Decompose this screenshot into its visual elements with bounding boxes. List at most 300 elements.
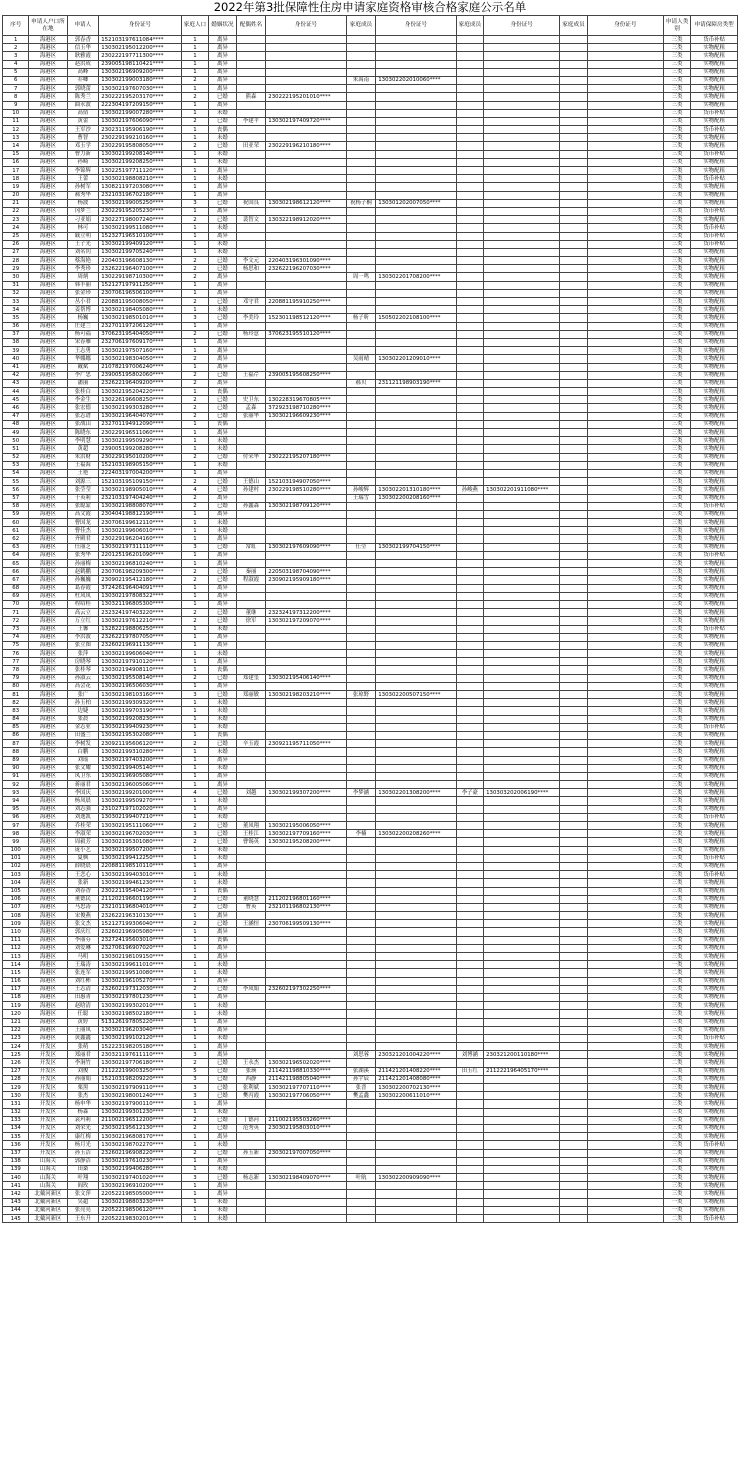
table-cell: 44 — [3, 388, 29, 396]
table-cell: 高文霞 — [67, 510, 99, 518]
table-cell — [587, 134, 663, 142]
table-cell: 二类 — [663, 1133, 690, 1141]
table-cell: 海港区 — [29, 723, 67, 731]
table-cell — [560, 1002, 587, 1010]
table-cell: 232602197312030**** — [99, 985, 181, 993]
table-cell — [376, 1149, 456, 1157]
table-cell — [456, 772, 483, 780]
table-cell: 实物配租 — [691, 740, 738, 748]
table-cell — [560, 584, 587, 592]
table-cell — [376, 396, 456, 404]
table-cell: 孙建村 — [236, 486, 266, 494]
table-cell: 海港区 — [29, 93, 67, 101]
table-cell: 45 — [3, 396, 29, 404]
table-cell: 1 — [181, 248, 208, 256]
table-cell — [376, 633, 456, 641]
table-cell — [587, 903, 663, 911]
table-cell: 离异 — [209, 429, 236, 437]
table-cell — [346, 478, 376, 486]
table-cell — [346, 396, 376, 404]
table-cell: 230404198812190**** — [99, 510, 181, 518]
table-cell — [587, 44, 663, 52]
table-row — [3, 715, 738, 723]
table-cell: 130302199309320**** — [99, 699, 181, 707]
table-cell — [484, 1108, 560, 1116]
table-cell: 开发区 — [29, 1116, 67, 1124]
table-cell: 实物配租 — [691, 355, 738, 363]
table-cell: 22 — [3, 207, 29, 215]
table-cell — [484, 1002, 560, 1010]
table-cell: 42 — [3, 371, 29, 379]
table-cell: 130226196608250**** — [99, 396, 181, 404]
table-cell — [484, 1133, 560, 1141]
table-cell — [587, 772, 663, 780]
table-cell: 130821197203080**** — [99, 183, 181, 191]
table-row — [3, 805, 738, 813]
table-cell: 丧偶 — [209, 420, 236, 428]
table-row — [3, 101, 738, 109]
table-cell — [587, 109, 663, 117]
table-row — [3, 355, 738, 363]
table-cell: 离异 — [209, 535, 236, 543]
table-cell — [346, 871, 376, 879]
table-cell: 三类 — [663, 85, 690, 93]
table-row — [3, 1084, 738, 1092]
table-cell: 实物配租 — [691, 453, 738, 461]
table-row — [3, 633, 738, 641]
table-cell — [560, 1026, 587, 1034]
table-cell: 34 — [3, 306, 29, 314]
table-cell: 阎玫 — [67, 1182, 99, 1190]
table-cell: 三类 — [663, 838, 690, 846]
table-cell — [376, 1182, 456, 1190]
table-row — [3, 674, 738, 682]
table-cell — [346, 658, 376, 666]
table-cell — [560, 1198, 587, 1206]
table-cell — [587, 445, 663, 453]
table-cell: 王恋心 — [67, 871, 99, 879]
table-cell — [484, 388, 560, 396]
table-cell: 实物配租 — [691, 322, 738, 330]
table-cell: 130302195012200**** — [99, 44, 181, 52]
table-cell — [560, 723, 587, 731]
table-cell: 实物配租 — [691, 846, 738, 854]
table-cell: 实物配租 — [691, 658, 738, 666]
table-cell: 王志清 — [67, 985, 99, 993]
table-cell: 1 — [181, 1108, 208, 1116]
table-cell — [236, 928, 266, 936]
table-cell: 144 — [3, 1206, 29, 1214]
table-body — [3, 36, 738, 1223]
table-cell — [236, 429, 266, 437]
table-cell — [560, 510, 587, 518]
table-cell: 海港区 — [29, 977, 67, 985]
table-cell: 王丽凤 — [67, 1026, 99, 1034]
table-row — [3, 789, 738, 797]
table-cell: 三类 — [663, 510, 690, 518]
table-cell: 三类 — [663, 478, 690, 486]
table-cell — [266, 887, 346, 895]
table-cell — [560, 691, 587, 699]
table-cell: 刁亚娟 — [67, 216, 99, 224]
table-cell — [587, 862, 663, 870]
table-cell — [456, 142, 483, 150]
table-cell — [484, 576, 560, 584]
table-cell — [560, 68, 587, 76]
table-cell — [376, 805, 456, 813]
table-cell — [266, 953, 346, 961]
table-cell: 海港区 — [29, 396, 67, 404]
table-cell: 海港区 — [29, 535, 67, 543]
table-cell — [346, 338, 376, 346]
table-cell — [484, 830, 560, 838]
table-cell — [484, 519, 560, 527]
table-cell: 海港区 — [29, 1002, 67, 1010]
table-cell — [376, 150, 456, 158]
table-cell — [587, 1043, 663, 1051]
table-cell: 海港区 — [29, 167, 67, 175]
table-cell — [346, 101, 376, 109]
table-cell: 88 — [3, 748, 29, 756]
table-cell: 152327196510100**** — [99, 232, 181, 240]
table-cell: 张志谱 — [67, 412, 99, 420]
table-cell — [456, 355, 483, 363]
table-cell: 离异 — [209, 494, 236, 502]
table-cell — [456, 379, 483, 387]
table-cell: 海港区 — [29, 207, 67, 215]
table-cell — [376, 85, 456, 93]
table-cell: 1 — [181, 240, 208, 248]
table-cell — [484, 1075, 560, 1083]
table-cell: 三类 — [663, 887, 690, 895]
table-cell: 2 — [181, 265, 208, 273]
table-cell: 实物配租 — [691, 167, 738, 175]
table-row — [3, 404, 738, 412]
table-cell: 130302198304050**** — [99, 355, 181, 363]
table-cell — [376, 887, 456, 895]
table-cell: 海港区 — [29, 731, 67, 739]
table-cell: 海港区 — [29, 437, 67, 445]
table-cell — [456, 560, 483, 568]
table-cell: 海港区 — [29, 969, 67, 977]
table-cell — [346, 1116, 376, 1124]
table-cell — [484, 469, 560, 477]
table-cell: 70 — [3, 600, 29, 608]
table-cell — [560, 789, 587, 797]
table-cell: 实物配租 — [691, 134, 738, 142]
table-row — [3, 109, 738, 117]
table-cell: 4 — [181, 486, 208, 494]
table-cell: 130302199509290**** — [99, 437, 181, 445]
table-cell: 130302197507160**** — [99, 347, 181, 355]
table-cell: 232101196802130**** — [266, 903, 346, 911]
table-cell: 赵鹤鹏 — [67, 568, 99, 576]
table-cell: 实物配租 — [691, 650, 738, 658]
table-cell — [484, 150, 560, 158]
table-cell: 232622196310130**** — [99, 912, 181, 920]
table-cell: 张亮亮 — [67, 1206, 99, 1214]
table-cell — [560, 682, 587, 690]
table-cell — [236, 363, 266, 371]
table-cell: 宋春雁 — [67, 338, 99, 346]
table-row — [3, 1116, 738, 1124]
table-cell: 海港区 — [29, 273, 67, 281]
table-cell — [560, 740, 587, 748]
table-row — [3, 437, 738, 445]
table-cell: 离异 — [209, 781, 236, 789]
table-cell — [560, 126, 587, 134]
table-cell — [587, 338, 663, 346]
table-row — [3, 1067, 738, 1075]
table-cell: 232622196207030**** — [266, 265, 346, 273]
table-cell — [376, 527, 456, 535]
table-cell: 三类 — [663, 420, 690, 428]
table-cell: 离异 — [209, 207, 236, 215]
table-cell — [560, 895, 587, 903]
table-cell — [236, 1206, 266, 1214]
table-cell — [236, 682, 266, 690]
table-cell: 张桂琴 — [67, 666, 99, 674]
table-cell: 实物配租 — [691, 363, 738, 371]
table-cell — [587, 1198, 663, 1206]
table-cell — [560, 625, 587, 633]
table-cell — [376, 1018, 456, 1026]
table-cell: 海港区 — [29, 633, 67, 641]
table-cell: 83 — [3, 707, 29, 715]
table-cell — [484, 748, 560, 756]
table-cell — [456, 248, 483, 256]
table-cell — [346, 216, 376, 224]
table-cell — [456, 314, 483, 322]
table-cell: 121 — [3, 1018, 29, 1026]
table-cell: 朱洪财 — [67, 453, 99, 461]
table-cell — [376, 1198, 456, 1206]
table-cell — [484, 314, 560, 322]
table-cell: 货币补贴 — [691, 1034, 738, 1042]
table-cell — [587, 330, 663, 338]
table-cell: 1 — [181, 535, 208, 543]
table-cell — [236, 1133, 266, 1141]
table-cell: 海港区 — [29, 650, 67, 658]
table-cell — [376, 1157, 456, 1165]
table-cell: 三类 — [663, 388, 690, 396]
table-row — [3, 1157, 738, 1165]
table-cell — [236, 126, 266, 134]
table-cell — [587, 412, 663, 420]
table-cell — [484, 560, 560, 568]
table-cell: 130302195006050**** — [266, 822, 346, 830]
table-cell: 已婚 — [209, 502, 236, 510]
table-cell: 未婚 — [209, 240, 236, 248]
table-cell — [587, 830, 663, 838]
table-cell: 三类 — [663, 347, 690, 355]
table-cell — [587, 912, 663, 920]
table-cell: 实物配租 — [691, 789, 738, 797]
table-cell: 12 — [3, 126, 29, 134]
table-cell — [266, 60, 346, 68]
table-cell: 130302199208250**** — [99, 158, 181, 166]
table-cell — [587, 494, 663, 502]
table-cell — [587, 93, 663, 101]
table-cell: 三类 — [663, 93, 690, 101]
table-cell: 130 — [3, 1092, 29, 1100]
table-cell — [456, 887, 483, 895]
table-cell: 李广忠 — [67, 371, 99, 379]
table-row — [3, 199, 738, 207]
table-cell: 三类 — [663, 1018, 690, 1026]
table-cell: 海港区 — [29, 691, 67, 699]
table-cell — [560, 1149, 587, 1157]
table-cell — [587, 1002, 663, 1010]
table-cell: 张瑛 — [236, 1067, 266, 1075]
table-cell: 211222199003250**** — [99, 1067, 181, 1075]
table-cell: 1 — [181, 977, 208, 985]
table-cell — [484, 822, 560, 830]
table-cell — [456, 535, 483, 543]
table-cell — [236, 633, 266, 641]
table-cell: 107 — [3, 903, 29, 911]
table-cell — [266, 134, 346, 142]
table-cell: 三类 — [663, 1100, 690, 1108]
table-cell — [560, 437, 587, 445]
public-notice-table — [2, 15, 738, 1223]
column-header: 身份证号 — [266, 16, 346, 36]
table-cell: 海港区 — [29, 191, 67, 199]
table-cell: 实物配租 — [691, 838, 738, 846]
table-cell: 三类 — [663, 854, 690, 862]
table-cell: 马明 — [67, 953, 99, 961]
table-cell: 黄蕾 — [67, 117, 99, 125]
table-cell — [456, 1133, 483, 1141]
table-cell — [376, 813, 456, 821]
table-cell — [587, 764, 663, 772]
table-cell — [376, 862, 456, 870]
table-cell: 1 — [181, 1002, 208, 1010]
table-cell — [456, 936, 483, 944]
table-cell — [587, 1206, 663, 1214]
table-cell: 1 — [181, 207, 208, 215]
table-cell: 蔡海艳 — [67, 257, 99, 265]
table-cell — [587, 437, 663, 445]
table-cell — [587, 822, 663, 830]
table-cell: 栗黑 — [67, 1084, 99, 1092]
column-header: 婚姻状况 — [209, 16, 236, 36]
table-cell: 130302197401020**** — [99, 1174, 181, 1182]
table-cell — [587, 248, 663, 256]
table-cell: 三类 — [663, 977, 690, 985]
table-cell — [236, 666, 266, 674]
table-cell — [346, 175, 376, 183]
table-cell: 海港区 — [29, 1010, 67, 1018]
table-cell — [376, 142, 456, 150]
table-cell: 三类 — [663, 936, 690, 944]
table-cell — [346, 1059, 376, 1067]
table-row — [3, 207, 738, 215]
table-cell: 任聪 — [67, 1010, 99, 1018]
table-cell: 2 — [181, 568, 208, 576]
table-cell: 130302199307200**** — [266, 789, 346, 797]
table-cell — [484, 584, 560, 592]
table-cell: 徐军 — [236, 617, 266, 625]
table-cell: 海港区 — [29, 265, 67, 273]
table-cell: 3 — [181, 691, 208, 699]
table-cell — [587, 1124, 663, 1132]
table-cell — [484, 682, 560, 690]
table-cell: 1 — [181, 715, 208, 723]
table-cell — [346, 797, 376, 805]
table-cell — [560, 1133, 587, 1141]
table-cell — [376, 257, 456, 265]
table-cell: 2 — [181, 494, 208, 502]
table-cell: 张晋 — [346, 1084, 376, 1092]
table-cell — [560, 658, 587, 666]
table-cell: 曹智 — [67, 134, 99, 142]
table-cell — [236, 772, 266, 780]
table-cell: 152223198205180**** — [99, 1043, 181, 1051]
table-cell — [560, 502, 587, 510]
table-cell — [484, 928, 560, 936]
table-cell — [456, 854, 483, 862]
table-cell: 未婚 — [209, 1010, 236, 1018]
table-cell: 三类 — [663, 551, 690, 559]
table-cell: 王福海 — [67, 461, 99, 469]
table-cell — [376, 330, 456, 338]
table-cell: 130302198109150**** — [99, 953, 181, 961]
table-cell: 2 — [181, 1116, 208, 1124]
table-row — [3, 772, 738, 780]
table-cell: 离异 — [209, 60, 236, 68]
table-cell: 已婚 — [209, 1116, 236, 1124]
table-cell — [376, 68, 456, 76]
table-row — [3, 1149, 738, 1157]
table-cell: 实物配租 — [691, 633, 738, 641]
table-cell — [376, 1165, 456, 1173]
table-row — [3, 551, 738, 559]
table-cell — [560, 1067, 587, 1075]
table-row — [3, 338, 738, 346]
table-cell: 130302198709120**** — [266, 502, 346, 510]
table-cell — [346, 1002, 376, 1010]
table-cell — [560, 1108, 587, 1116]
table-cell: 已婚 — [209, 903, 236, 911]
table-cell — [346, 1133, 376, 1141]
table-cell: 实物配租 — [691, 330, 738, 338]
table-cell: 79 — [3, 674, 29, 682]
table-cell — [456, 519, 483, 527]
table-cell: 94 — [3, 797, 29, 805]
table-cell: 1 — [181, 658, 208, 666]
table-cell: 130302197609090**** — [266, 543, 346, 551]
table-cell — [484, 756, 560, 764]
table-cell: 131 — [3, 1100, 29, 1108]
table-cell: 152301198512120**** — [266, 314, 346, 322]
table-cell: 三类 — [663, 1108, 690, 1116]
table-cell — [560, 1206, 587, 1214]
table-cell — [587, 920, 663, 928]
table-cell — [266, 1108, 346, 1116]
table-row — [3, 1100, 738, 1108]
table-cell — [376, 1043, 456, 1051]
table-cell — [266, 625, 346, 633]
table-cell: 郭晓蕾 — [67, 85, 99, 93]
table-cell — [456, 298, 483, 306]
table-cell — [266, 1100, 346, 1108]
table-cell: 130302199201000**** — [99, 789, 181, 797]
table-cell: 三类 — [663, 789, 690, 797]
table-cell: 211202196801160**** — [266, 895, 346, 903]
table-cell — [266, 535, 346, 543]
table-cell — [456, 985, 483, 993]
